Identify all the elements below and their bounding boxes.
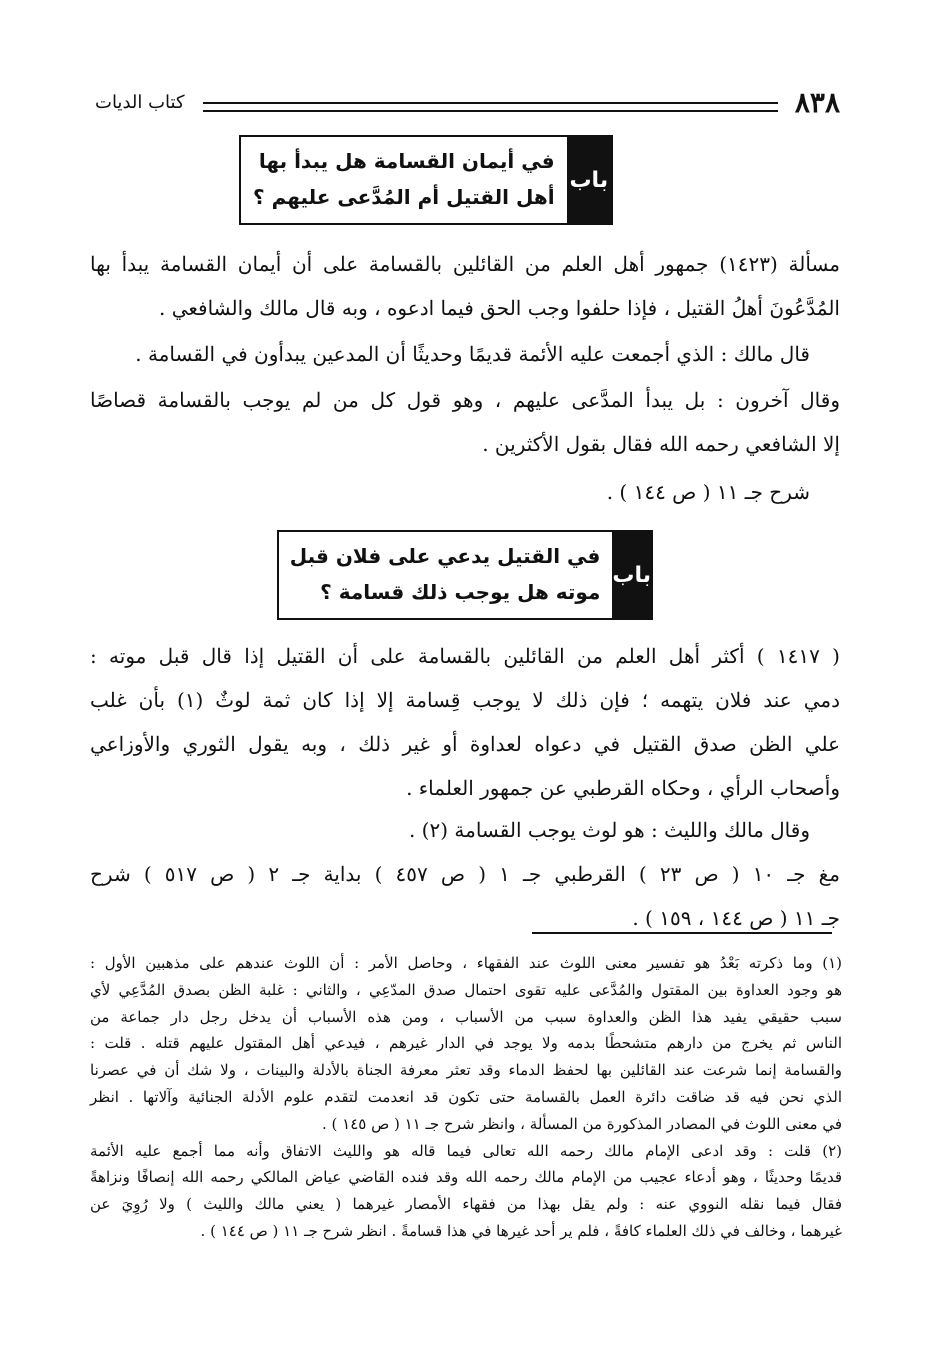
footnote-line: قديمًا وحديثًا ، وهو أدعاء عجيب من الإمام مالك رحمه الله وقد فنده القاضي عياض المالكي رحمه الله إنصافًا ونزاهةً	[90, 1168, 842, 1187]
chapter-title	[241, 137, 567, 223]
reference-1	[90, 470, 810, 514]
chapter-title-line: في أيمان القسامة هل يبدأ بها	[258, 149, 555, 173]
footnote-line: غيرهما ، وخالف في ذلك العلماء كافةً ، فلم ير أحد غيرها في هذا قسامةً . انظر شرح جـ ١١ ( ص ١٤٤ ) .	[200, 1221, 842, 1240]
chapter-title-line: موته هل يوجب ذلك قسامة ؟	[320, 580, 601, 604]
chapter-heading-box-2	[277, 530, 653, 620]
text-line: مسألة (١٤٢٣) جمهور أهل العلم من القائلين بالقسامة على أن أيمان القسامة يبدأ بها	[90, 252, 840, 276]
page-header	[95, 88, 840, 124]
footnote-line: سبب حقيقي يفيد هذا الظن والعداوة سبب من الأسباب ، ومن هذه الأسباب أن يدخل رجل دار جماعة من	[90, 1007, 842, 1026]
footnotes	[90, 950, 842, 1245]
footnote-line: (١) وما ذكرته بَعْدُ هو تفسير معنى اللوث عند الفقهاء ، وحاصل الأمر : أن اللوث عندهم على مذهبين الأول :	[90, 954, 842, 972]
page-number: ٨٣٨	[794, 86, 840, 119]
text-line: وأصحاب الرأي ، وحكاه القرطبي عن جمهور العلماء .	[406, 776, 840, 800]
footnote-separator	[532, 932, 832, 934]
footnote-line: (٢) قلت : وقد ادعى الإمام مالك رحمه الله تعالى فيما قاله هو والليث الاتفاق وأنه مما أجمع عليه الأئمة	[90, 1141, 842, 1160]
reference-text: جـ ١١ ( ص ١٤٤ ، ١٥٩ ) .	[632, 906, 840, 930]
reference-2	[90, 852, 840, 940]
footnote-line: هو وجود العداوة بين المقتول والمُدَّعى عليه تقوى احتمال صدق المدّعِي ، والثاني : غلبة الظن بصدق المُدَّعِي لأي	[90, 980, 842, 999]
chapter-title-line: في القتيل يدعي على فلان قبل	[289, 544, 601, 568]
chapter-heading-box-1	[239, 135, 613, 225]
reference-text: مغ جـ ١٠ ( ص ٢٣ ) القرطبي جـ ١ ( ص ٤٥٧ ) بداية جـ ٢ ( ص ٥١٧ ) شرح	[90, 862, 840, 886]
paragraph-malik-layth	[90, 808, 810, 852]
text-line: إلا الشافعي رحمه الله فقال بقول الأكثرين .	[482, 432, 840, 456]
bab-label: باب	[612, 532, 651, 618]
paragraph-1417	[90, 634, 840, 810]
footnote-line: في معنى اللوث في المصادر المذكورة من المسألة ، وانظر شرح جـ ١١ ( ص ١٤٥ ) .	[321, 1114, 842, 1133]
footnote-line: والقسامة إنما شرعت عند القائلين بها لحفظ الدماء وقد تعثر معرفة الجناة بالأدلة والبينات ، ولا شك أن في عصرنا	[90, 1061, 842, 1080]
footnote-line: الذي نحن فيه قد ضاقت دائرة العمل بالقسامة حتى تكون قد انعدمت لتقدم علوم الأدلة الجنائية وآلاتها . انظر	[90, 1087, 842, 1106]
text-line: قال مالك : الذي أجمعت عليه الأئمة قديمًا وحديثًا أن المدعين يبدأون في القسامة .	[135, 342, 810, 366]
paragraph-masala-1423	[90, 242, 840, 330]
reference-text: شرح جـ ١١ ( ص ١٤٤ ) .	[606, 480, 810, 504]
paragraph-malik	[90, 332, 810, 376]
bab-label: باب	[567, 137, 611, 223]
chapter-title-line: أهل القتيل أم المُدَّعى عليهم ؟	[253, 185, 555, 209]
text-line: ( ١٤١٧ ) أكثر أهل العلم من القائلين بالقسامة على أن القتيل إذا قال قبل موته :	[90, 644, 840, 668]
footnote-line: الناس ثم يخرج من دارهم متشحطًا بدمه ولا يوجد في الدار غيرهم ، فيدعي أهل المقتول عليهم قتله . قلت :	[90, 1034, 842, 1053]
text-line: وقال مالك والليث : هو لوث يوجب القسامة (٢) .	[408, 818, 810, 842]
running-title: كتاب الديات	[95, 92, 185, 113]
paragraph-others	[90, 378, 840, 466]
text-line: علي الظن صدق القتيل في دعواه لعداوة أو غير ذلك ، وبه يقول الثوري والأوزاعي	[90, 732, 840, 756]
header-rule	[203, 102, 778, 112]
text-line: المُدَّعُونَ أهلُ القتيل ، فإذا حلفوا وجب الحق فيما ادعوه ، وبه قال مالك والشافعي .	[158, 296, 840, 320]
chapter-title	[278, 532, 613, 618]
footnote-line: فقال فيما نقله النووي عنه : ولم يقل بهذا من فقهاء الأمصار غيرهما ( يعني مالك والليث ) ولا رُوِيَ عن	[90, 1195, 842, 1214]
text-line: دمي عند فلان يتهمه ؛ فإن ذلك لا يوجب قِسامة إلا إذا كان ثمة لوثٌ (١) بأن غلب	[90, 688, 840, 712]
text-line: وقال آخرون : بل يبدأ المدَّعى عليهم ، وهو قول كل من لم يوجب بالقسامة قصاصًا	[90, 388, 840, 412]
